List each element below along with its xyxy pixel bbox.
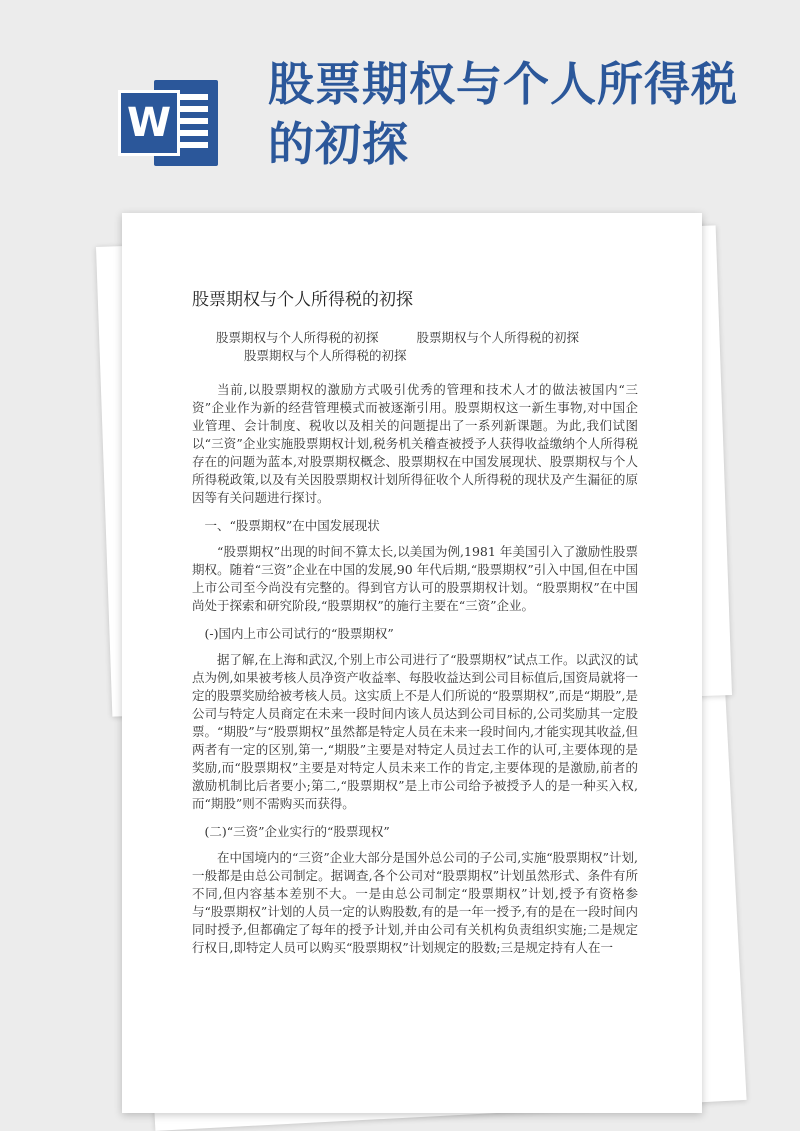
meta-item: 股票期权与个人所得税的初探 [244,348,407,363]
meta-item: 股票期权与个人所得税的初探 [416,330,580,345]
subsection-heading: (二)“三资”企业实行的“股票现权” [204,824,390,839]
title-line-1: 股票期权与个人所得税 [268,57,738,111]
section-paragraph: “股票期权”出现的时间不算太长,以美国为例,1981 年美国引入了激励性股票期权。随着“三资”企业在中国的发展,90 年代后期,“股票期权”引入中国,但在中国上市公司至今尚没有完整的。得到官方认可的股票期权计划。“股票期权”在中国尚处于探索和研究阶段,“股票期权”的施行主要在“三资”企业。 [192,544,638,613]
document-meta [216,329,636,365]
subsection-paragraph: 在中国境内的“三资”企业大部分是国外总公司的子公司,实施“股票期权”计划,一般都是由总公司制定。据调查,各个公司对“股票期权”计划虽然形式、条件有所不同,但内容基本差别不大。一是由总公司制定“股票期权”计划,授予有资格参与“股票期权”计划的人员一定的认购股数,有的是一年一授予,有的是在一段时间内同时授予,但都确定了每年的授予计划,并由公司有关机构负责组织实施;二是规定行权日,即特定人员可以购买“股票期权”计划规定的股数;三是规定持有人在一 [192,850,639,955]
meta-item: 股票期权与个人所得税的初探 [216,330,379,345]
title-line-2: 的初探 [268,117,409,171]
subsection-heading: (-)国内上市公司试行的“股票期权” [204,626,394,641]
document-title: 股票期权与个人所得税的初探 [192,290,413,310]
intro-paragraph: 当前,以股票期权的激励方式吸引优秀的管理和技术人才的做法被国内“三资”企业作为新的经营管理模式而被逐渐引用。股票期权这一新生事物,对中国企业管理、会计制度、税收以及相关的问题提出了一系列新课题。为此,我们试图以“三资”企业实施股票期权计划,税务机关稽查被授予人获得收益缴纳个人所得税存在的问题为蓝本,对股票期权概念、股票期权在中国发展现状、股票期权与个人所得税政策,以及有关因股票期权计划所得征收个人所得税的现状及产生漏征的原因等有关问题进行探讨。 [192,382,638,505]
word-logo-letter: W [118,90,180,156]
word-doc-icon [118,80,218,166]
subsection-paragraph: 据了解,在上海和武汉,个别上市公司进行了“股票期权”试点工作。以武汉的试点为例,如果被考核人员净资产收益率、每股收益达到公司目标值后,国资局就将一定的股票奖励给被考核人员。这实质上不是人们所说的“股票期权”,而是“期股”,是公司与特定人员商定在未来一段时间内该人员达到公司目标的,公司奖励其一定股票。“期股”与“股票期权”虽然都是特定人员在未来一段时间内,才能实现其收益,但两者有一定的区别,第一,“期股”主要是对特定人员过去工作的认可,主要体现的是奖励,而“股票期权”主要是对特定人员未来工作的肯定,主要体现的是激励,前者的激励机制比后者要小;第二,“股票期权”是上市公司给予被授予人的是一种买入权,而“期股”则不需购买而获得。 [192,652,639,811]
page-title [268,54,748,174]
section-heading: 一、“股票期权”在中国发展现状 [204,518,380,533]
document-page [122,213,702,1113]
header [0,0,800,220]
document-body [192,381,638,957]
